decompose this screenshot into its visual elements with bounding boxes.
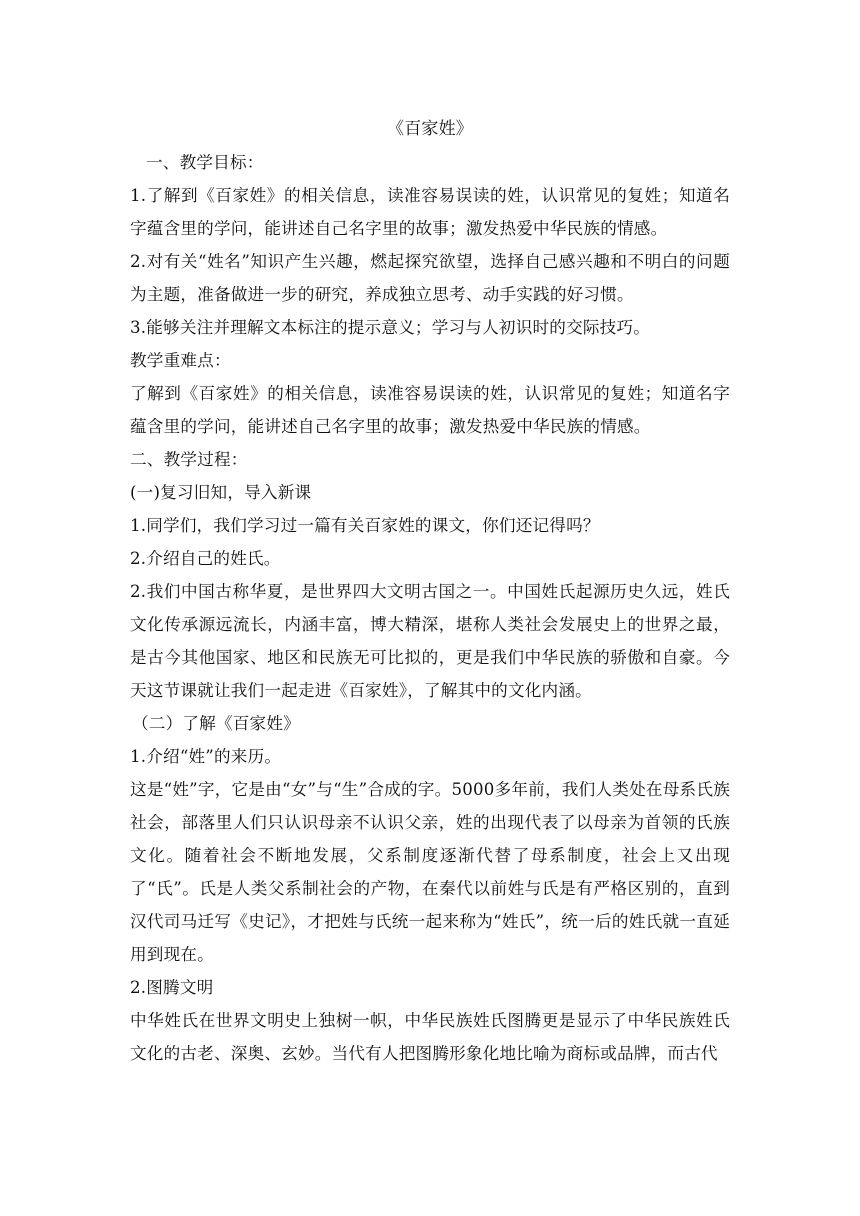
subsection-heading-understand: （二）了解《百家姓》 (132, 714, 300, 733)
section-heading-key-points: 教学重难点： (130, 351, 231, 370)
review-step-1: 1.同学们，我们学习过一篇有关百家姓的课文，你们还记得吗？ (130, 516, 600, 535)
section-heading-objectives: 一、教学目标： (146, 153, 264, 172)
understand-step-2: 2.图腾文明 (130, 978, 214, 997)
document-title: 《百家姓》 (387, 119, 473, 139)
objective-2: 2.对有关“姓名”知识产生兴趣，燃起探究欲望，选择自己感兴趣和不明白的问题为主题，准备做进一步的研究，养成独立思考、动手实践的好习惯。 (130, 252, 730, 304)
totem-text: 中华姓氏在世界文明史上独树一帜，中华民族姓氏图腾更是显示了中华民族姓氏文化的古老、深奥、玄妙。当代有人把图腾形象化地比喻为商标或品牌，而古代 (130, 1011, 730, 1063)
surname-origin-text: 这是“姓”字，它是由“女”与“生”合成的字。5000多年前，我们人类处在母系氏族社会，部落里人们只认识母亲不认识父亲，姓的出现代表了以母亲为首领的氏族文化。随着社会不断地发展，父系制度逐渐代替了母系制度，社会上又出现了“氏”。氏是人类父系制社会的产物，在秦代以前姓与氏是有严格区别的，直到汉代司马迁写《史记》，才把姓与氏统一起来称为“姓氏”，统一后的姓氏就一直延用到现在。 (130, 780, 730, 964)
objective-3: 3.能够关注并理解文本标注的提示意义；学习与人初识时的交际技巧。 (130, 318, 651, 337)
understand-step-1: 1.介绍“姓”的来历。 (130, 747, 282, 766)
section-heading-process: 二、教学过程： (130, 450, 248, 469)
review-step-2-intro: 2.我们中国古称华夏，是世界四大文明古国之一。中国姓氏起源历史久远，姓氏文化传承源远流长，内涵丰富，博大精深，堪称人类社会发展史上的世界之最，是古今其他国家、地区和民族无可比拟的，更是我们中华民族的骄傲和自豪。今天这节课就让我们一起走进《百家姓》，了解其中的文化内涵。 (130, 582, 730, 700)
key-points-text: 了解到《百家姓》的相关信息，读准容易误读的姓，认识常见的复姓；知道名字蕴含里的学问，能讲述自己名字里的故事；激发热爱中华民族的情感。 (130, 384, 730, 436)
subsection-heading-review: (一)复习旧知，导入新课 (130, 483, 312, 502)
objective-1: 1.了解到《百家姓》的相关信息，读准容易误读的姓，认识常见的复姓；知道名字蕴含里的学问，能讲述自己名字里的故事；激发热爱中华民族的情感。 (130, 186, 730, 238)
review-step-2: 2.介绍自己的姓氏。 (130, 549, 281, 568)
document-body (130, 112, 730, 1070)
